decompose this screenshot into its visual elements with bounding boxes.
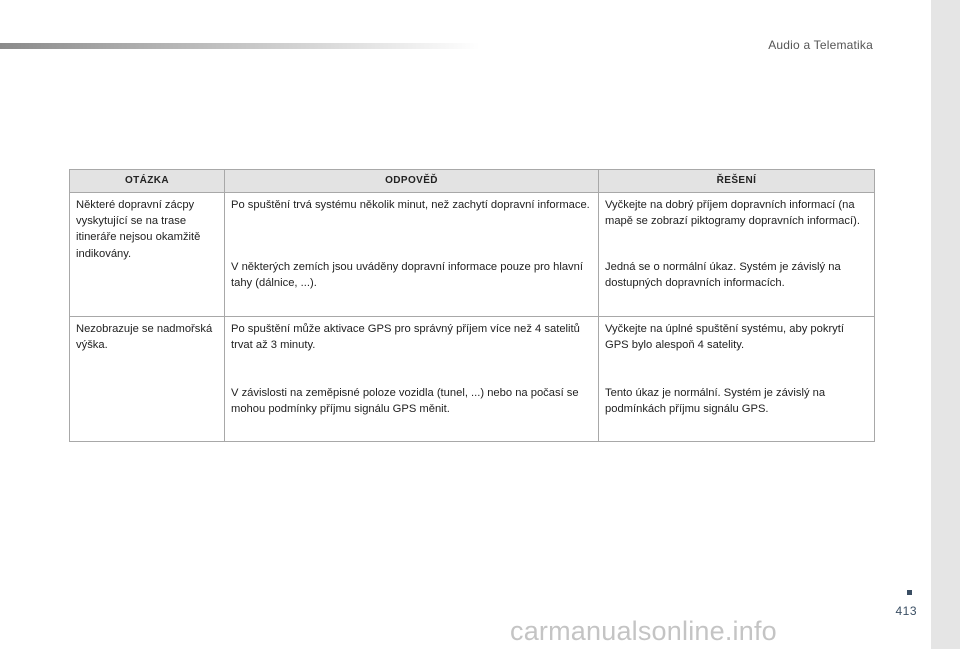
answer-cell: Po spuštění může aktivace GPS pro správný příjem více než 4 satelitů trvat až 3 minuty. (225, 317, 599, 382)
page-marker-icon (907, 590, 912, 595)
answer-cell: V závislosti na zeměpisné poloze vozidla (tunel, ...) nebo na počasí se mohou podmínky příjmu signálu GPS měnit. (225, 381, 599, 442)
table-row (70, 317, 875, 382)
solution-cell: Vyčkejte na úplné spuštění systému, aby pokrytí GPS bylo alespoň 4 satelity. (599, 317, 875, 382)
table-row (70, 193, 875, 256)
page-number: 413 (895, 604, 917, 618)
table-header-row (70, 170, 875, 193)
header-decorative-bar (0, 43, 480, 49)
watermark: carmanualsonline.info (510, 616, 777, 646)
solution-cell: Tento úkaz je normální. Systém je závislý na podmínkách příjmu signálu GPS. (599, 381, 875, 442)
answer-cell: Po spuštění trvá systému několik minut, než zachytí dopravní informace. (225, 193, 599, 256)
question-cell: Některé dopravní zácpy vyskytující se na trase itineráře nejsou okamžitě indikovány. (70, 193, 225, 317)
column-header-solution: ŘEŠENÍ (599, 170, 875, 193)
solution-cell: Jedná se o normální úkaz. Systém je závislý na dostupných dopravních informacích. (599, 255, 875, 317)
answer-cell: V některých zemích jsou uváděny dopravní informace pouze pro hlavní tahy (dálnice, ...). (225, 255, 599, 317)
solution-cell: Vyčkejte na dobrý příjem dopravních informací (na mapě se zobrazí piktogramy dopravních informací). (599, 193, 875, 256)
section-title: Audio a Telematika (768, 38, 873, 52)
column-header-answer: ODPOVĚĎ (225, 170, 599, 193)
faq-table (69, 169, 875, 442)
column-header-question: OTÁZKA (70, 170, 225, 193)
question-cell: Nezobrazuje se nadmořská výška. (70, 317, 225, 442)
page-edge-strip (931, 0, 960, 649)
